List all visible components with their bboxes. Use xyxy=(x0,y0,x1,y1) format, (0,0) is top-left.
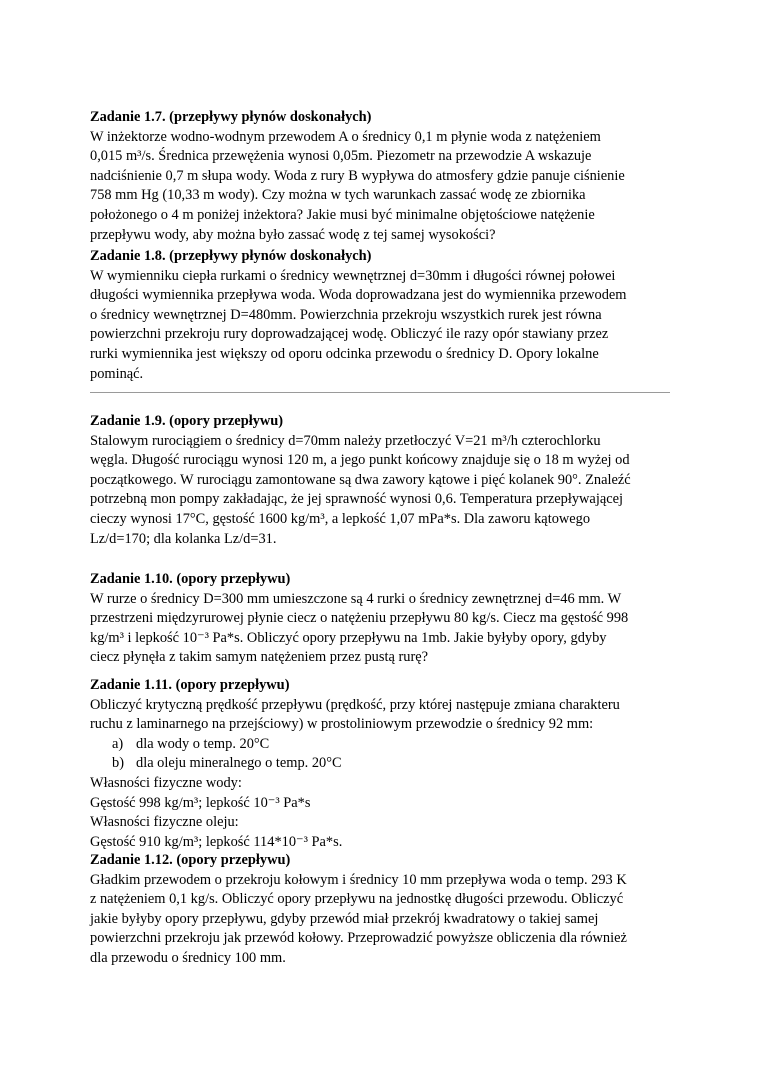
task-text-line: przepływu wody, aby można było zassać wodę z tej samej wysokości? xyxy=(90,226,496,243)
list-marker: b) xyxy=(112,755,124,772)
task-title: Zadanie 1.10. (opory przepływu) xyxy=(90,571,291,587)
list-item xyxy=(90,754,680,774)
task-text-line: Własności fizyczne wody: xyxy=(90,774,242,791)
task-text-line: położonego o 4 m poniżej inżektora? Jakie musi być minimalne objętościowe natężenie xyxy=(90,206,595,223)
task-text-line: ciecz płynęła z takim samym natężeniem przez pustą rurę? xyxy=(90,649,429,666)
task-text-line: 0,015 m³/s. Średnica przewężenia wynosi 0,05m. Piezometr na przewodzie A wskazuje xyxy=(90,148,592,165)
task-text-line: długości wymiennika przepływa woda. Woda doprowadzana jest do wymiennika przewodem xyxy=(90,287,627,304)
task-text-line: Gęstość 998 kg/m³; lepkość 10⁻³ Pa*s xyxy=(90,794,311,811)
list-item-text: dla wody o temp. 20°C xyxy=(136,735,270,752)
task-text-line: Gładkim przewodem o przekroju kołowym i średnicy 10 mm przepływa woda o temp. 293 K xyxy=(90,871,627,888)
task-text-line: pominąć. xyxy=(90,365,144,382)
task-text-line: nadciśnienie 0,7 m słupa wody. Woda z rury B wypływa do atmosfery gdzie panuje ciśnienie xyxy=(90,167,625,184)
task-text-line: powierzchni przekroju jak przewód kołowy. Przeprowadzić powyższe obliczenia dla również xyxy=(90,930,627,947)
task-text-line: Własności fizyczne oleju: xyxy=(90,814,239,831)
task-text-line: Obliczyć krytyczną prędkość przepływu (prędkość, przy której następuje zmiana charakteru xyxy=(90,696,620,713)
task-text-line: Lz/d=170; dla kolanka Lz/d=31. xyxy=(90,530,277,547)
task-1-9 xyxy=(90,412,680,549)
section-divider xyxy=(90,392,670,393)
task-text-line: początkowego. W rurociągu zamontowane są dwa zawory kątowe i pięć kolanek 90°. Znaleźć xyxy=(90,471,631,488)
task-text-line: węgla. Długość rurociągu wynosi 120 m, a jego punkt końcowy znajduje się o 18 m wyżej od xyxy=(90,452,630,469)
task-title: Zadanie 1.9. (opory przepływu) xyxy=(90,413,284,429)
list-item-text: dla oleju mineralnego o temp. 20°C xyxy=(136,755,342,772)
task-text-line: jakie byłyby opory przepływu, gdyby przewód miał przekrój kwadratowy o takiej samej xyxy=(90,910,599,927)
task-text-line: Stalowym rurociągiem o średnicy d=70mm należy przetłoczyć V=21 m³/h czterochlorku xyxy=(90,432,601,449)
task-title: Zadanie 1.8. (przepływy płynów doskonałych) xyxy=(90,248,372,264)
task-text-line: 758 mm Hg (10,33 m wody). Czy można w tych warunkach zassać wodę ze zbiornika xyxy=(90,187,586,204)
task-text-line: powierzchni przekroju rury doprowadzającej wodę. Obliczyć ile razy opór stawiany przez xyxy=(90,326,609,343)
task-1-8 xyxy=(90,247,680,384)
task-text-line: przestrzeni międzyrurowej płynie ciecz o natężeniu przepływu 80 kg/s. Ciecz ma gęstość 998 xyxy=(90,610,629,627)
list-item xyxy=(90,735,680,755)
task-text-line: z natężeniem 0,1 kg/s. Obliczyć opory przepływu na jednostkę długości przewodu. Obliczyć xyxy=(90,891,624,908)
task-text-line: potrzebną mon pompy zakładając, że jej sprawność wynosi 0,6. Temperatura przepływającej xyxy=(90,491,623,508)
task-1-10 xyxy=(90,570,680,668)
task-text-line: dla przewodu o średnicy 100 mm. xyxy=(90,949,286,966)
list-marker: a) xyxy=(112,735,124,752)
task-title: Zadanie 1.7. (przepływy płynów doskonałych) xyxy=(90,109,372,125)
task-text-line: ruchu z laminarnego na przejściowy) w prostoliniowym przewodzie o średnicy 92 mm: xyxy=(90,716,594,733)
task-title: Zadanie 1.11. (opory przepływu) xyxy=(90,677,290,693)
task-text-line: cieczy wynosi 17°C, gęstość 1600 kg/m³, a lepkość 1,07 mPa*s. Dla zaworu kątowego xyxy=(90,510,591,527)
task-text-line: W inżektorze wodno-wodnym przewodem A o średnicy 0,1 m płynie woda z natężeniem xyxy=(90,128,601,145)
task-text-line: kg/m³ i lepkość 10⁻³ Pa*s. Obliczyć opory przepływu na 1mb. Jakie byłyby opory, gdyby xyxy=(90,629,607,646)
task-text-line: o średnicy wewnętrznej D=480mm. Powierzchnia przekroju wszystkich rurek jest równa xyxy=(90,306,602,323)
task-text-line: W wymienniku ciepła rurkami o średnicy wewnętrznej d=30mm i długości równej połowei xyxy=(90,267,616,284)
task-text-line: rurki wymiennika jest większy od oporu odcinka przewodu o średnicy D. Opory lokalne xyxy=(90,345,599,362)
task-title: Zadanie 1.12. (opory przepływu) xyxy=(90,852,291,868)
task-1-7 xyxy=(90,108,680,245)
task-text-line: W rurze o średnicy D=300 mm umieszczone są 4 rurki o średnicy zewnętrznej d=46 mm. W xyxy=(90,590,622,607)
task-1-12 xyxy=(90,851,680,969)
task-1-11 xyxy=(90,676,680,852)
task-text-line: Gęstość 910 kg/m³; lepkość 114*10⁻³ Pa*s. xyxy=(90,833,343,850)
